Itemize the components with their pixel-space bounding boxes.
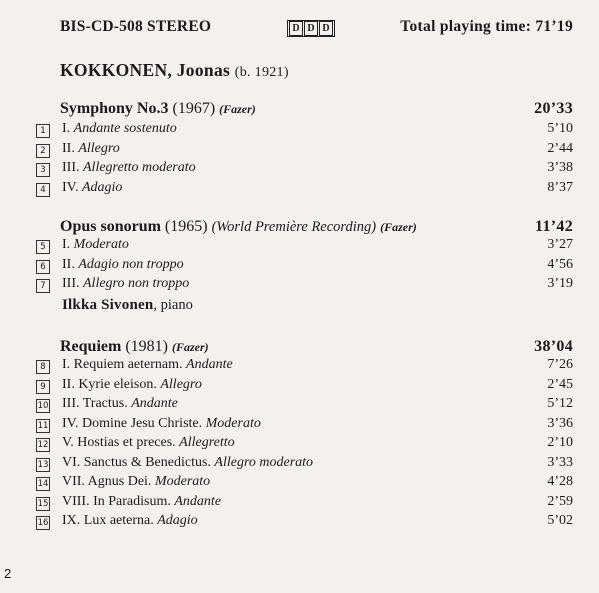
track-row: [36, 180, 573, 199]
tempo-marking: Adagio: [81, 179, 123, 195]
track-number-box: 1: [36, 124, 50, 138]
catalog-number: BIS-CD-508 STEREO: [60, 18, 212, 35]
movement-label: III.: [62, 160, 83, 175]
track-time: 4’28: [547, 474, 573, 489]
track-number-box: 15: [37, 498, 49, 509]
track-title: [62, 474, 210, 490]
track-title: [62, 276, 189, 292]
track-row: [36, 396, 573, 415]
track-time: 3’19: [547, 276, 573, 291]
track-row: [36, 257, 573, 276]
track-title: [62, 141, 120, 157]
track-time: 3’38: [547, 160, 573, 175]
movement-label: II.: [62, 256, 79, 272]
track-number-box: 5: [36, 240, 50, 254]
publisher: (Fazer): [171, 340, 209, 354]
track-time: 3’33: [547, 454, 573, 470]
track-title: [62, 180, 122, 196]
track-row: [36, 455, 573, 474]
performer-role: , piano: [153, 297, 193, 313]
track-row: [36, 160, 573, 179]
performer-credit: [62, 297, 193, 314]
work-title: Symphony No.3: [60, 100, 169, 117]
track-title: [62, 121, 177, 137]
track-title: [62, 513, 198, 529]
ddd-letter: D: [319, 21, 333, 36]
track-time: 2’59: [547, 493, 573, 509]
track-time: 4’56: [547, 256, 573, 272]
performer-name: Ilkka Sivonen: [62, 297, 154, 313]
movement-label: IV. Domine Jesu Christe.: [62, 415, 206, 431]
track-number-box: 9: [36, 380, 50, 394]
tempo-marking: Andante sostenuto: [73, 121, 177, 136]
composer-dates: (b. 1921): [234, 65, 289, 80]
composer-heading: [60, 60, 289, 81]
track-number-box: 8: [36, 360, 50, 374]
work-heading: [60, 100, 573, 122]
track-title: [62, 377, 202, 393]
track-number-box: 10: [37, 401, 49, 411]
track-row: [36, 276, 573, 295]
track-row: [36, 237, 573, 256]
track-number-box: 4: [36, 183, 50, 197]
track-time: 8’37: [547, 179, 573, 195]
track-number-box: 13: [37, 459, 49, 470]
movement-label: IV.: [62, 179, 82, 195]
track-title: [62, 257, 184, 273]
tempo-marking: Allegretto moderato: [83, 160, 196, 175]
track-time: 2’45: [547, 376, 573, 392]
work-duration: 11’42: [535, 218, 573, 235]
publisher: (Fazer): [219, 102, 256, 116]
work-duration: 20’33: [534, 100, 573, 117]
track-time: 5’12: [547, 396, 573, 411]
track-row: [36, 377, 573, 396]
track-number-box: 7: [36, 279, 50, 293]
work-year: (1967): [172, 100, 216, 117]
track-number-box: 2: [36, 144, 50, 158]
movement-label: VI. Sanctus & Benedictus.: [62, 454, 215, 470]
movement-label: II. Kyrie eleison.: [62, 376, 161, 392]
track-time: 5’02: [547, 513, 573, 528]
track-number-box: 6: [36, 260, 50, 274]
tempo-marking: Andante: [174, 493, 222, 509]
tempo-marking: Allegretto: [179, 435, 235, 450]
movement-label: VII. Agnus Dei.: [62, 474, 155, 489]
track-title: [62, 416, 261, 432]
tempo-marking: Allegro: [78, 140, 120, 156]
work-note: (World Première Recording): [211, 219, 377, 235]
tempo-marking: Adagio non troppo: [78, 256, 184, 272]
track-number-box: 16: [37, 518, 49, 528]
movement-label: IX. Lux aeterna.: [62, 513, 158, 528]
track-time: 2’44: [547, 140, 573, 156]
track-row: [36, 141, 573, 160]
track-time: 3’27: [547, 237, 573, 252]
track-row: [36, 474, 573, 493]
ddd-letter: D: [304, 21, 318, 36]
work-year: (1965): [164, 218, 208, 235]
track-title: [62, 455, 313, 471]
movement-label: VIII. In Paradisum.: [62, 493, 175, 509]
track-row: [36, 357, 573, 376]
track-time: 2’10: [547, 435, 573, 450]
movement-label: I. Requiem aeternam.: [62, 357, 187, 372]
composer-name: KOKKONEN, Joonas: [60, 60, 231, 80]
ddd-letter: D: [289, 21, 303, 36]
movement-label: II.: [62, 140, 79, 156]
work-title: Opus sonorum: [60, 218, 161, 235]
movement-label: I.: [62, 237, 74, 252]
track-number-box: 14: [37, 479, 49, 489]
tempo-marking: Andante: [131, 396, 178, 411]
total-playing-time: Total playing time: 71’19: [400, 18, 573, 35]
track-title: [62, 237, 129, 253]
tempo-marking: Moderato: [154, 474, 211, 489]
track-number-box: 11: [37, 420, 49, 431]
movement-label: I.: [62, 121, 74, 136]
work-duration: 38’04: [534, 338, 573, 355]
track-time: 7’26: [547, 357, 573, 372]
track-row: [36, 435, 573, 454]
tempo-marking: Andante: [186, 357, 233, 372]
work-year: (1981): [125, 338, 168, 355]
page-number: 2: [4, 566, 12, 581]
track-title: [62, 494, 221, 510]
tempo-marking: Allegro non troppo: [83, 276, 190, 291]
movement-label: III. Tractus.: [62, 396, 132, 411]
track-title: [62, 396, 178, 412]
tempo-marking: Allegro: [160, 376, 202, 392]
track-row: [36, 416, 573, 435]
booklet-header: [60, 18, 573, 40]
tempo-marking: Moderato: [73, 237, 129, 252]
tempo-marking: Allegro moderato: [214, 454, 314, 470]
track-row: [36, 121, 573, 140]
track-title: [62, 160, 196, 176]
tempo-marking: Adagio: [157, 513, 198, 528]
track-number-box: 12: [37, 440, 49, 450]
track-title: [62, 435, 235, 451]
track-time: 5’10: [547, 121, 573, 136]
track-time: 3’36: [547, 415, 573, 431]
work-title: Requiem: [60, 338, 122, 355]
movement-label: III.: [62, 276, 83, 291]
track-row: [36, 513, 573, 532]
movement-label: V. Hostias et preces.: [62, 435, 180, 450]
tempo-marking: Moderato: [205, 415, 261, 431]
ddd-code-badge: [287, 20, 335, 37]
track-row: [36, 494, 573, 513]
track-number-box: 3: [36, 163, 50, 177]
publisher: (Fazer): [380, 220, 417, 234]
track-title: [62, 357, 233, 373]
